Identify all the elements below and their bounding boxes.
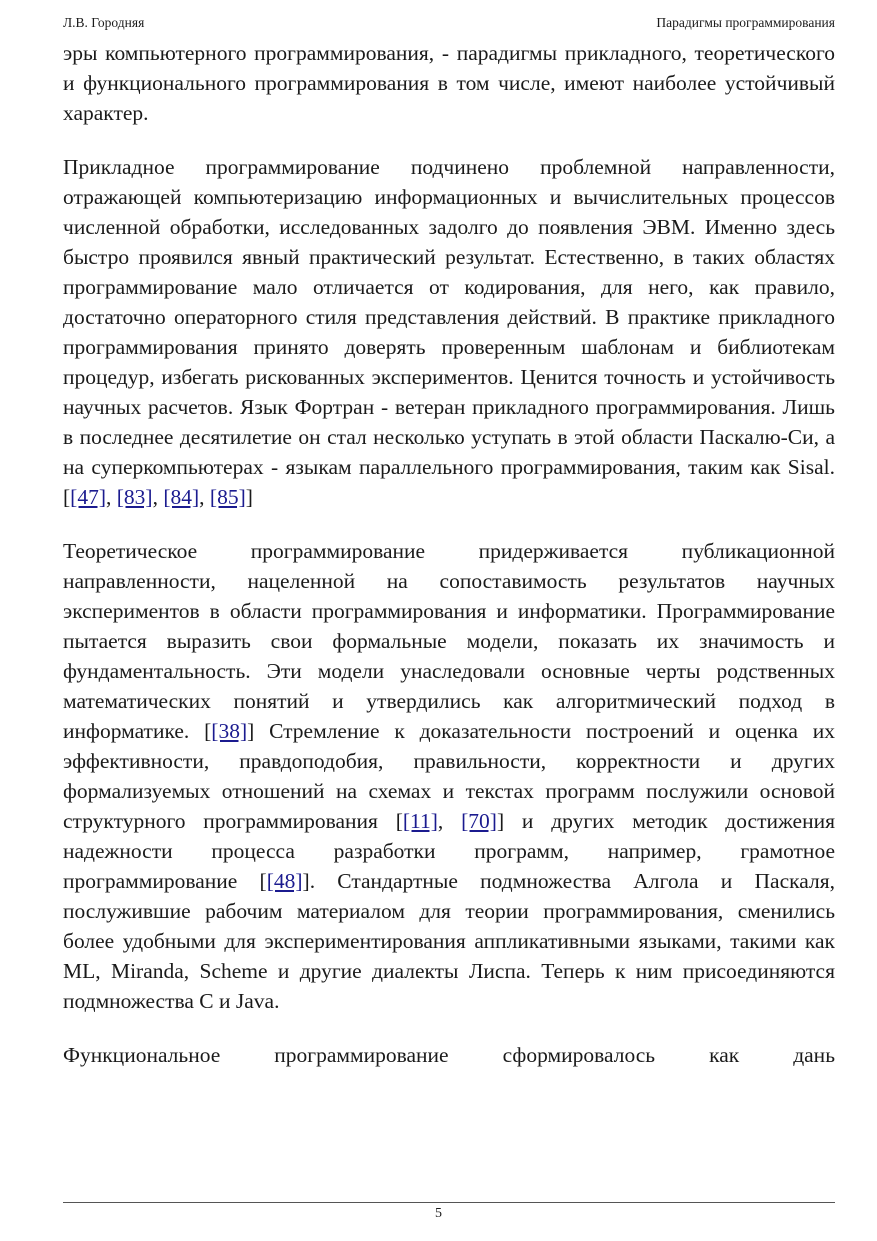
reference-link-48[interactable]: [48] [266,869,303,893]
separator: , [437,809,462,833]
paragraph-1-text: эры компьютерного программирования, - парадигмы прикладного, теоретического и функционального программирования в том числе, имеют наиболее устойчивый характер. [63,41,835,125]
reference-link-47[interactable]: [47] [70,485,106,509]
footer-divider [63,1202,835,1203]
header-author: Л.В. Городняя [63,15,145,30]
closing-bracket: ] [245,485,253,509]
paragraph-applied-programming [63,152,835,512]
paragraph-3-text: Теоретическое программирование придерживается публикационной направленности, нацеленной на сопоставимость результатов научных экспериментов в области программирования и информатики. Программирование пытается выразить свои формальные модели, показать их значимость и фундаментальность. Эти модели унаследовали основные черты родственных математических понятий и утвердились как алгоритмический подход в информатике. [ [63,539,835,743]
reference-link-38[interactable]: [38] [211,719,248,743]
separator: , [106,485,117,509]
body-text [63,38,835,1070]
header-title: Парадигмы программирования [656,15,835,30]
paragraph-theoretical-programming [63,536,835,1016]
paragraph-functional-programming [63,1040,835,1070]
paragraph-3-text: ] и других методик достижения надежности процесса разработки программ, например, грамотное программирование [ [63,809,835,893]
running-header [63,15,835,31]
paragraph-3-text: ] Стремление к доказательности построений и оценка их эффективности, правдоподобия, правильности, корректности и других формализуемых отношений на схемах и текстах программ послужили основой структурного программирования [ [63,719,835,833]
paragraph-4-text: Функциональное программирование сформировалось как дань [63,1043,835,1067]
reference-link-70[interactable]: [70] [461,809,497,833]
separator: , [152,485,164,509]
reference-link-84[interactable]: [84] [163,485,200,509]
reference-link-85[interactable]: [85] [209,485,246,509]
reference-link-83[interactable]: [83] [116,485,153,509]
paragraph-2-text: Прикладное программирование подчинено проблемной направленности, отражающей компьютеризацию информационных и вычислительных процессов численной обработки, исследованных задолго до появления ЭВМ. Именно здесь быстро проявился явный практический результат. Естественно, в таких областях программирование мало отличается от кодирования, для него, как правило, достаточно операторного стиля представления действий. В практике прикладного программирования принято доверять проверенным шаблонам и библиотекам процедур, избегать рискованных экспериментов. Ценится точность и устойчивость научных расчетов. Язык Фортран - ветеран прикладного программирования. Лишь в последнее десятилетие он стал несколько уступать в этой области Паскалю-Си, а на суперкомпьютерах - языкам параллельного программирования, таким как Sisal. [ [63,155,835,509]
reference-link-11[interactable]: [11] [402,809,438,833]
separator: , [199,485,210,509]
paragraph-3-text: ]. Стандартные подмножества Алгола и Паскаля, послужившие рабочим материалом для теории программирования, сменились более удобными для экспериментирования аппликативными языками, такими как ML, Miranda, Scheme и другие диалекты Лиспа. Теперь к ним присоединяются подмножества С и Java. [63,869,835,1013]
page-number: 5 [435,1206,442,1221]
paragraph-1 [63,38,835,128]
